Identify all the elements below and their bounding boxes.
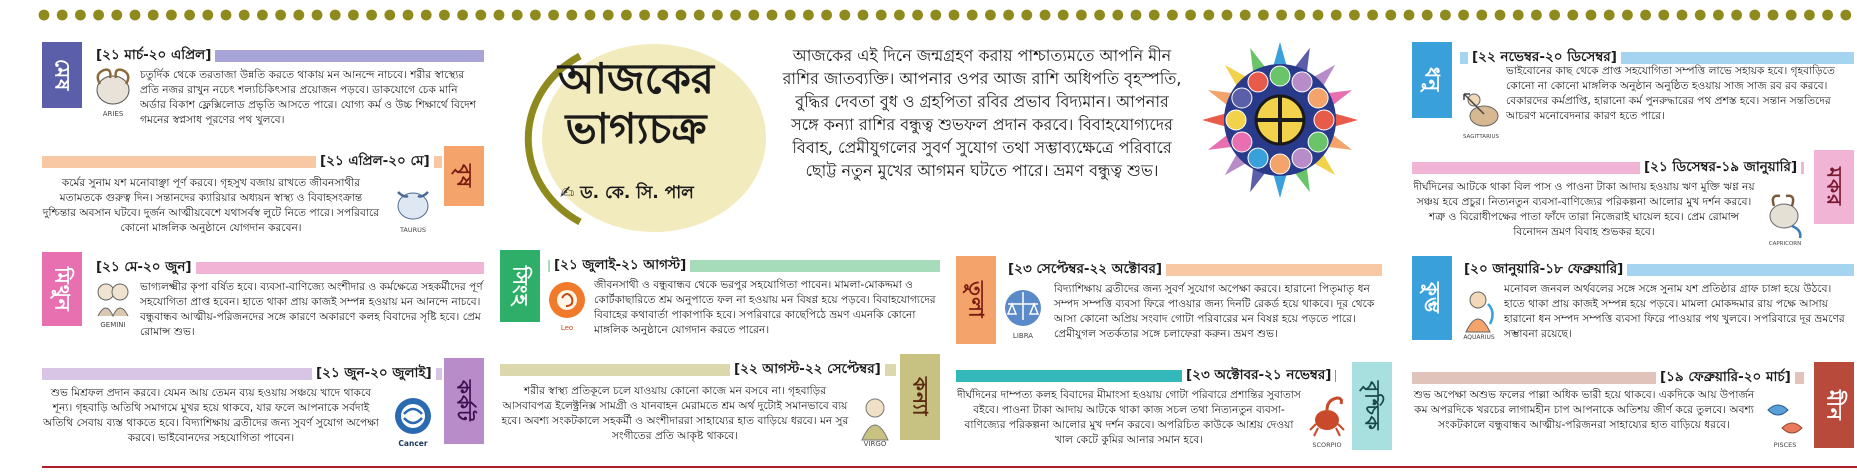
border-dot: [1185, 10, 1196, 21]
sign-tab-meen: [1814, 362, 1854, 448]
sign-name: মিথুন: [50, 266, 75, 312]
intro-paragraph: আজকের এই দিনে জন্মগ্রহণ করায় পাশ্চাত্যমতে আপনি মীন রাশির জাতব্যক্তি। আপনার ওপর আজ রাশি অধিপতি বৃহস্পতি, বুদ্ধির দেবতা বুধ ও গ্রহপিতা রবির প্রভাব বিদ্যমান। আপনার সঙ্গে কন্যা রাশির বন্ধুত্ব শুভফল প্রদান করবে। বিবাহযোগ্যদের বিবাহ, প্রেমীযুগলের সুবর্ণ সুযোগ তথা সম্ভাব্যক্ষেত্রে পরিবারে ছোট্ট নতুন মুখের আগমন ঘটতে পারে। ভ্রমণ বন্ধুত্ব শুভ।: [782, 46, 1182, 180]
sign-name: মকর: [1822, 167, 1847, 207]
sign-name: কন্যা: [908, 377, 933, 417]
art-label: CAPRICORN: [1768, 241, 1802, 247]
border-dot: [1258, 10, 1269, 21]
border-dot: [439, 10, 450, 21]
sign-dates: [২৩ অক্টোবর-২১ নভেম্বর]: [1182, 366, 1335, 384]
border-dot: [912, 10, 923, 21]
border-dot: [1495, 10, 1506, 21]
sign-name: কর্কট: [452, 380, 477, 422]
sign-dates: [২২ আগস্ট-২২ সেপ্টেম্বর]: [730, 360, 885, 378]
border-dot: [985, 10, 996, 21]
sign-text: বিদ্যাশিক্ষায় ব্রতীদের জন্য সুবর্ণ সুযোগ অপেক্ষা করবে। হারানো পিতৃমাতৃ ধন সম্পদ সম্পত্তি ব্যবসা ফিরে পাওয়ার জন্য দিনটি রেকর্ড হয়ে থাকবে। দূর থেকে আসা কোনো অপ্রিয় সংবাদ গোটা পরিবারের মন বিষণ্ণ হয়ে পড়তে পারে। প্রেমীযুগল সতর্কতার সঙ্গে চলাফেরা করুন। ভ্রমণ শুভ।: [1054, 283, 1375, 340]
art-label: Leo: [560, 324, 574, 332]
sign-text: দীর্ঘদিনের আটকে থাকা বিল পাস ও পাওনা টাকা আদায় হওয়ায় ঋণ মুক্তি ঋণ্ণ নয় সঞ্চয় হবে প্রচুর। নিত্যনতুন ব্যবসা-বাণিজ্যের পরিকল্পনা আলোর মুখ দর্শন করবে। শত্রু ও বিরোধীপক্ষের পাতা ফাঁদে তারা নিজেরাই ঘায়েল হবে। প্রেম রোমান্স বিনোদন ভ্রমণ বিবাহ শুভকর হবে।: [1413, 181, 1755, 238]
border-dot: [876, 10, 887, 21]
wheel-sign-medallion: [1232, 132, 1252, 152]
sign-name: মীন: [1822, 389, 1847, 421]
wheel-sign-medallion: [1292, 148, 1312, 168]
libra-art-icon: [1000, 284, 1046, 342]
border-dot: [1476, 10, 1487, 21]
border-dot: [1294, 10, 1305, 21]
page-title-line2: ভাগ্যচক্র: [565, 104, 707, 153]
border-dot: [1604, 10, 1615, 21]
border-dot: [1222, 10, 1233, 21]
sign-tab-dhanu: [1412, 42, 1452, 118]
border-dot: [1203, 10, 1214, 21]
border-dot: [57, 10, 68, 21]
border-dot: [603, 10, 614, 21]
border-dot: [566, 10, 577, 21]
page-title: আজকের: [558, 54, 714, 103]
sign-dates: [২২ নভেম্বর-২০ ডিসেম্বর]: [1468, 48, 1621, 66]
wheel-sign-medallion: [1232, 88, 1252, 108]
virgo-art-icon: [852, 390, 898, 448]
border-dot: [239, 10, 250, 21]
border-dot: [694, 10, 705, 21]
border-dot: [421, 10, 432, 21]
bottom-rule: [42, 466, 1857, 468]
border-dot: [530, 10, 541, 21]
border-dot: [166, 10, 177, 21]
sign-name: বৃষ: [452, 163, 477, 189]
border-dot: [1531, 10, 1542, 21]
sign-dates: [২১ জুন-২০ জুলাই]: [312, 364, 436, 382]
border-dot: [1822, 10, 1833, 21]
zodiac-wheel-icon: [1200, 40, 1360, 200]
border-dot: [457, 10, 468, 21]
border-dot: [1622, 10, 1633, 21]
wheel-sign-medallion: [1292, 72, 1312, 92]
wheel-sign-medallion: [1308, 132, 1328, 152]
border-dot: [1768, 10, 1779, 21]
sign-tab-mithun: [42, 252, 82, 326]
sign-dates: [২১ ডিসেম্বর-১৯ জানুয়ারি]: [1640, 158, 1801, 176]
border-dot: [803, 10, 814, 21]
sign-name: বৃশ্চিক: [1360, 381, 1385, 431]
wheel-sign-medallion: [1308, 88, 1328, 108]
border-dot: [548, 10, 559, 21]
border-dot: [148, 10, 159, 21]
sign-text: ভাগ্যলক্ষ্মীর কৃপা বর্ষিত হবে। ব্যবসা-বাণিজ্যে অংশীদার ও কর্মক্ষেত্রে সহকর্মীদের পূর্ণ সহযোগিতা প্রাপ্ত হবেন। হাতে থাকা প্রায় কাজই সম্পন্ন হওয়ায় মন আনন্দে নাচবে। বন্ধুবান্ধব আত্মীয়-পরিজনদের সঙ্গে কারণে অকারণে কলহ বিবাদের সৃষ্টি হবে। প্রেম রোমান্স শুভ।: [140, 281, 483, 338]
author-byline: ✍ ড. কে. সি. পাল: [560, 183, 694, 203]
border-dot: [1713, 10, 1724, 21]
border-dot: [1313, 10, 1324, 21]
dotted-border: [0, 8, 1857, 22]
sign-dates: [২১ এপ্রিল-২০ মে]: [316, 152, 434, 170]
art-label: SCORPIO: [1312, 441, 1342, 449]
border-dot: [1658, 10, 1669, 21]
sign-dates: [২১ মার্চ-২০ এপ্রিল]: [92, 46, 215, 64]
border-dot: [858, 10, 869, 21]
sign-name: তুলা: [964, 281, 989, 319]
border-dot: [949, 10, 960, 21]
sign-tab-makar: [1814, 150, 1854, 224]
border-dot: [1021, 10, 1032, 21]
border-dot: [130, 10, 141, 21]
border-dot: [821, 10, 832, 21]
border-dot: [839, 10, 850, 21]
sign-tab-karkat: [444, 358, 484, 444]
border-dot: [621, 10, 632, 21]
art-label: TAURUS: [399, 226, 427, 234]
scorpio-art-icon: [1304, 392, 1350, 450]
border-dot: [202, 10, 213, 21]
cancer-art-icon: [390, 392, 436, 450]
border-dot: [730, 10, 741, 21]
border-dot: [494, 10, 505, 21]
sign-name: ধনু: [1420, 67, 1445, 93]
sign-text: চতুর্দিক থেকে তরতাজা উন্নতি করতে থাকায় মন আনন্দে নাচবে। শরীর স্বাস্থ্যের প্রতি নজর রাখুন নচেৎ শল্যচিকিৎসার প্রয়োজন পড়বে। ডাকযোগে চেক মানি অর্ডার বিকাশ ফ্লেক্সিলোড প্রভৃতি আসতে পারে। যোগ্য কর্ম ও উচ্চ শিক্ষার্থে বিদেশ গমনের স্বপ্নসাধ পূরণের পথ খুলবে।: [140, 69, 476, 126]
sign-tab-singha: [500, 250, 540, 322]
pisces-art-icon: [1762, 392, 1808, 450]
border-dot: [384, 10, 395, 21]
border-dot: [1058, 10, 1069, 21]
sign-tab-brish: [444, 146, 484, 206]
border-dot: [1276, 10, 1287, 21]
art-label: LIBRA: [1012, 332, 1034, 340]
border-dot: [257, 10, 268, 21]
border-dot: [1586, 10, 1597, 21]
wheel-sign-medallion: [1270, 66, 1290, 86]
sign-name: মেষ: [50, 58, 75, 92]
border-dot: [512, 10, 523, 21]
sign-name: কুম্ভ: [1420, 282, 1445, 314]
border-dot: [1167, 10, 1178, 21]
sign-text: শরীর স্বাস্থ্য প্রতিকূলে চলে যাওয়ায় কোনো কাজে মন বসবে না। গৃহবাড়ির আসবাবপত্র ইলেক্ট্রনিক্স সামগ্রী ও যানবাহন মেরামতে শ্রম অর্থ দুটোই সমানভাবে ব্যয় হবে। অবশ্য সংকটকালে সহকর্মী ও অংশীদাররা সাহায্যের হাত বাড়িয়ে ধরবে। মন সুর সংগীতের প্রতি আকৃষ্ট থাকবে।: [501, 385, 849, 442]
sign-text: জীবনসাথী ও বন্ধুবান্ধব থেকে ভরপুর সহযোগিতা পাবেন। মামলা-মোকদ্দমা ও কোর্টকাছারিতে শ্রম অনুপাতে ফল না হওয়ায় মন বিষণ্ণ হয়ে পড়বে। বিবাহযোগ্যদের বিবাহের কথাবার্তা পাকাপাকি হবে। সপরিবারে কাছেপিঠে ভ্রমণ এমনকি কোনো মাঙ্গলিক অনুষ্ঠানে যোগদান করতে পারেন।: [594, 279, 936, 336]
border-dot: [1331, 10, 1342, 21]
sign-dates: [২০ জানুয়ারি-১৮ ফেব্রুয়ারি]: [1460, 260, 1627, 278]
sign-name: সিংহ: [508, 265, 533, 307]
sign-dates: [২৩ সেপ্টেম্বর-২২ অক্টোবর]: [1004, 260, 1166, 278]
border-dot: [1749, 10, 1760, 21]
border-dot: [1112, 10, 1123, 21]
border-dot: [767, 10, 778, 21]
border-dot: [1804, 10, 1815, 21]
border-dot: [894, 10, 905, 21]
border-dot: [785, 10, 796, 21]
sign-tab-brishchik: [1352, 362, 1392, 450]
art-label: AQUARIUS: [1463, 334, 1495, 341]
border-dot: [1549, 10, 1560, 21]
sign-text: শুভ অপেক্ষা অশুভ ফলের পাল্লা অধিক ভারী হয়ে থাকবে। একদিকে আয় উপার্জন কম অপরদিকে খরচের লাগামহীন চাপ আপনাকে অতিশয় জীর্ণ করে তুলবে। অবশ্য সংকটকালে বন্ধুবান্ধব আত্মীয়-পরিজনরা সাহায্যের হাত বাড়িয়ে ধরবে।: [1413, 389, 1755, 431]
sign-dates: [২১ মে-২০ জুন]: [92, 258, 196, 276]
border-dot: [1731, 10, 1742, 21]
border-dot: [293, 10, 304, 21]
sign-tab-kanya: [900, 354, 940, 440]
aquarius-art-icon: [1456, 284, 1502, 342]
border-dot: [1149, 10, 1160, 21]
border-dot: [330, 10, 341, 21]
sign-tab-mesh: [42, 42, 82, 108]
border-dot: [1513, 10, 1524, 21]
border-dot: [1695, 10, 1706, 21]
border-dot: [1349, 10, 1360, 21]
border-dot: [1131, 10, 1142, 21]
border-dot: [1422, 10, 1433, 21]
gemini-art-icon: [90, 272, 136, 330]
border-dot: [930, 10, 941, 21]
border-dot: [1404, 10, 1415, 21]
capricorn-art-icon: [1762, 190, 1808, 248]
border-dot: [221, 10, 232, 21]
border-dot: [184, 10, 195, 21]
border-dot: [348, 10, 359, 21]
border-dot: [967, 10, 978, 21]
sign-tab-tula: [956, 256, 996, 344]
border-dot: [366, 10, 377, 21]
border-dot: [657, 10, 668, 21]
border-dot: [1458, 10, 1469, 21]
art-label: GEMINI: [100, 321, 126, 329]
sign-text: মনোবল জনবল অর্থবলের সঙ্গে সঙ্গে সুনাম যশ প্রতিষ্ঠার গ্রাফ চাঙ্গা হয়ে উঠবে। হাতে থাকা প্রায় কাজই সম্পন্ন হয়ে পড়বে। মামলা মোকদ্দমার রায় পক্ষে আসায় হারানো ধন সম্পদ সম্পত্তি ব্যবসা ফিরে পাওয়ার পথ খুলবে। সপরিবারে দূর ভ্রমণের সম্ভাবনা রয়েছে।: [1504, 283, 1845, 340]
aries-art-icon: [90, 62, 136, 120]
border-dot: [75, 10, 86, 21]
border-dot: [275, 10, 286, 21]
wheel-sign-medallion: [1314, 110, 1334, 130]
art-label: PISCES: [1773, 441, 1797, 449]
art-label: VIRGO: [863, 440, 887, 448]
border-dot: [1677, 10, 1688, 21]
border-dot: [1094, 10, 1105, 21]
art-label: Cancer: [398, 439, 428, 448]
border-dot: [312, 10, 323, 21]
border-dot: [475, 10, 486, 21]
border-dot: [1385, 10, 1396, 21]
border-dot: [1640, 10, 1651, 21]
border-dot: [676, 10, 687, 21]
wheel-sign-medallion: [1248, 72, 1268, 92]
sign-text: শুভ মিশ্রফল প্রদান করবে। যেমন আয় তেমন ব্যয় হওয়ায় সঞ্চয়ে খাদে থাকবে শূন্য। গৃহবাড়ি অতিথি সমাগমে মুখর হয়ে থাকবে, যার ফলে আপনাকে সর্বদাই অতিথি সেবায় ব্যস্ত থাকতে হবে। বিদ্যাশিক্ষায় ব্রতীদের জন্য সুবর্ণ সুযোগ অপেক্ষা করবে। ভাইবোনদের সহযোগিতা পাবেন।: [43, 387, 379, 444]
border-dot: [1440, 10, 1451, 21]
leo-art-icon: [544, 276, 590, 334]
border-dot: [1003, 10, 1014, 21]
border-dot: [639, 10, 650, 21]
border-dot: [1076, 10, 1087, 21]
border-dot: [1040, 10, 1051, 21]
border-dot: [1567, 10, 1578, 21]
sign-text: কর্মের সুনাম যশ মনোবাঞ্ছা পূর্ণ করবে। গৃহসুখ বজায় রাখতে জীবনসাথীর মতামতকে গুরুত্ব দিন। সন্তানদের ক্যারিয়ার অধ্যয়ন স্বাস্থ্য ও বিবাহসংক্রান্ত দুশ্চিন্তার অবসান ঘটবে। দুর্জন আত্মীয়বেশে যথাসর্বস্ব লুটে নিতে পারে। সপরিবারে কোনো মাঙ্গলিক অনুষ্ঠানে যোগদান করবেন।: [42, 177, 380, 234]
art-label: SAGITTARIUS: [1462, 134, 1500, 140]
wheel-sign-medallion: [1248, 148, 1268, 168]
border-dot: [1367, 10, 1378, 21]
border-dot: [1840, 10, 1851, 21]
sagittarius-art-icon: [1458, 84, 1504, 142]
sign-tab-kumbha: [1412, 256, 1452, 340]
taurus-art-icon: [390, 178, 436, 236]
sign-dates: [২১ জুলাই-২১ আগস্ট]: [550, 256, 690, 274]
wheel-sign-medallion: [1226, 110, 1246, 130]
border-dot: [585, 10, 596, 21]
sign-text: ভাইবোনের কাছ থেকে প্রাপ্ত সহযোগিতা সম্পত্তি লাভে সহায়ক হবে। গৃহবাড়িতে কোনো না কোনো মাঙ্গলিক অনুষ্ঠান অনুষ্ঠিত হওয়ায় সাজ সাজ রব রব করবে। বেকারদের কর্মপ্রাপ্তি, হারানো কর্ম পুনরুদ্ধারের পথ প্রশস্ত হবে। সন্তান সন্ততিদের আচরণ মনোবেদনার কারণ হতে পারে।: [1506, 65, 1835, 122]
border-dot: [93, 10, 104, 21]
border-dot: [748, 10, 759, 21]
border-dot: [39, 10, 50, 21]
border-dot: [712, 10, 723, 21]
sign-dates: [১৯ ফেব্রুয়ারি-২০ মার্চ]: [1656, 368, 1795, 386]
border-dot: [1786, 10, 1797, 21]
border-dot: [1240, 10, 1251, 21]
border-dot: [111, 10, 122, 21]
art-label: ARIES: [102, 110, 124, 118]
sign-text: দীর্ঘদিনের দাম্পত্য কলহ বিবাদের মীমাংসা হওয়ায় গোটা পরিবারে প্রশান্তির সুবাতাস বইবে। পাওনা টাকা আদায় আটকে থাকা কাজ সচল তথা নিত্যনতুন ব্যবসা-বাণিজ্যের পরিকল্পনা আলোর মুখ দর্শন করবে। অপরিচিত কাউকে আশ্রয় দেওয়া খাল কেটে কুমির আনার সমান হবে।: [957, 389, 1301, 446]
wheel-sign-medallion: [1270, 154, 1290, 174]
border-dot: [403, 10, 414, 21]
